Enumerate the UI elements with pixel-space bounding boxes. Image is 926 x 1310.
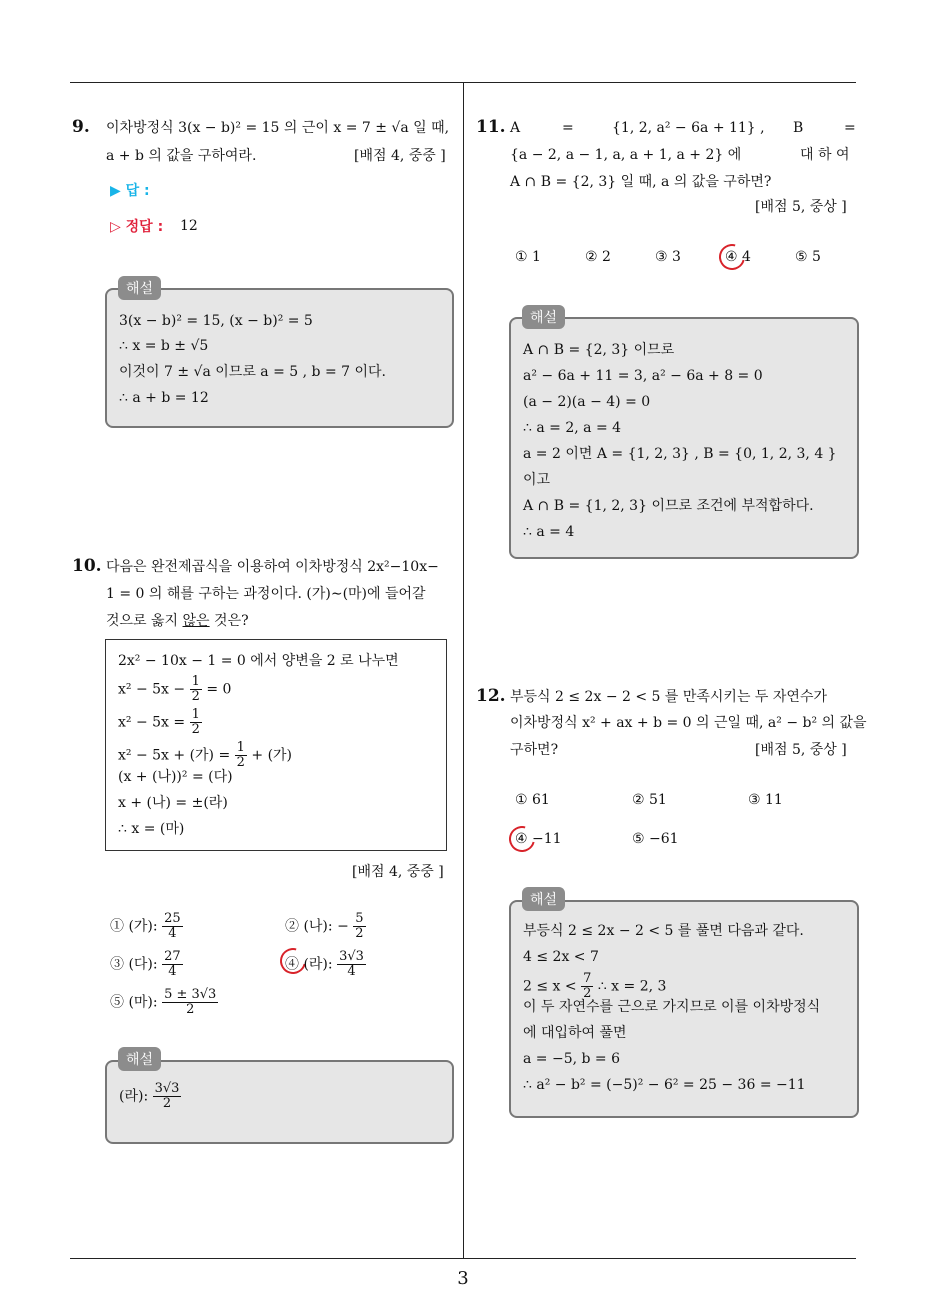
text-fragment: + (가)	[251, 747, 293, 764]
text-fragment: ∴ x = 2, 3	[597, 978, 667, 995]
option-5[interactable]: ⑤ 5	[795, 249, 821, 265]
derivation-line: x + (나) = ±(라)	[118, 795, 228, 811]
page-number: 3	[457, 1268, 469, 1289]
question-number: 11.	[476, 117, 506, 137]
denominator: 2	[191, 689, 200, 704]
question-text-line: 이차방정식 x² + ax + b = 0 의 근일 때, a² − b² 의 값을	[510, 715, 867, 731]
question-text-line: a + b 의 값을 구하여라.	[106, 148, 257, 164]
question-text-fragment: =	[562, 120, 574, 136]
derivation-line: (x + (나))² = (다)	[118, 769, 233, 785]
score-meta: [배점 4, 중중 ]	[354, 148, 446, 164]
denominator: 2	[162, 1096, 172, 1111]
solution-line: a² − 6a + 11 = 3, a² − 6a + 8 = 0	[523, 368, 763, 384]
text-fragment: x² − 5x + (가) =	[118, 747, 231, 764]
text-fragment: x² − 5x =	[118, 714, 186, 731]
solution-line: A ∩ B = {1, 2, 3} 이므로 조건에 부적합하다.	[523, 498, 814, 514]
solution-box	[509, 900, 859, 1118]
option-5[interactable]	[110, 988, 218, 1017]
score-meta: [배점 5, 중상 ]	[755, 742, 847, 758]
derivation-line	[118, 675, 231, 704]
answer-label: ▶ 답 :	[110, 183, 150, 199]
option-label: ① (가):	[110, 918, 158, 935]
question-text-line: 다음은 완전제곱식을 이용하여 이차방정식 2x²−10x−	[106, 559, 439, 575]
score-meta: [배점 4, 중중 ]	[352, 864, 444, 880]
text-fragment: 것은?	[209, 613, 249, 629]
option-2[interactable]: ② 2	[585, 249, 611, 265]
solution-line: a = −5, b = 6	[523, 1051, 621, 1067]
option-4[interactable]	[285, 950, 366, 979]
solution-line: ∴ a + b = 12	[119, 390, 209, 406]
option-label: ③ (다):	[110, 956, 158, 973]
derivation-box	[105, 639, 447, 851]
solution-line: 이고	[523, 472, 551, 488]
numerator: 1	[191, 707, 200, 722]
fraction	[162, 950, 183, 979]
question-text-line: A ∩ B = {2, 3} 일 때, a 의 값을 구하면?	[510, 174, 772, 190]
solution-box	[509, 317, 859, 559]
underlined-text: 않은	[182, 613, 210, 629]
question-text-line: 1 = 0 의 해를 구하는 과정이다. (가)∼(마)에 들어갈	[106, 586, 426, 602]
solution-line: A ∩ B = {2, 3} 이므로	[523, 342, 675, 358]
option-2[interactable]: ② 51	[632, 792, 667, 808]
solution-box	[105, 1060, 454, 1144]
option-1[interactable]: ① 61	[515, 792, 550, 808]
option-4[interactable]: ④ −11	[515, 831, 562, 847]
numerator: 25	[164, 911, 181, 926]
option-label: ④ (라):	[285, 956, 333, 973]
text-fragment: x² − 5x −	[118, 681, 186, 698]
solution-box	[105, 288, 454, 428]
solution-tag: 해설	[118, 1047, 161, 1071]
option-label: ② (나): −	[285, 918, 349, 935]
denominator: 4	[168, 964, 177, 979]
option-5[interactable]: ⑤ −61	[632, 831, 679, 847]
option-2[interactable]	[285, 912, 366, 941]
derivation-line	[118, 708, 202, 737]
option-3[interactable]	[110, 950, 183, 979]
option-4[interactable]: ④ 4	[725, 249, 751, 265]
solution-line: 이 두 자연수를 근으로 가지므로 이를 이차방정식	[523, 999, 821, 1015]
option-1[interactable]	[110, 912, 183, 941]
fraction	[190, 708, 202, 737]
numerator: 1	[236, 740, 245, 755]
solution-line: ∴ a = 4	[523, 524, 575, 540]
solution-tag: 해설	[118, 276, 161, 300]
solution-line	[119, 1082, 181, 1111]
question-number: 12.	[476, 686, 506, 706]
solution-line: (a − 2)(a − 4) = 0	[523, 394, 651, 410]
solution-line: ∴ a² − b² = (−5)² − 6² = 25 − 36 = −11	[523, 1077, 806, 1093]
fraction	[353, 912, 365, 941]
numerator: 5	[355, 911, 364, 926]
numerator: 3√3	[339, 949, 364, 964]
denominator: 4	[347, 964, 356, 979]
correct-answer-label: ▷ 정답 :	[110, 219, 164, 235]
text-fragment: = 0	[206, 681, 232, 698]
question-number: 9.	[72, 117, 90, 137]
option-label: ⑤ (마):	[110, 994, 158, 1011]
option-1[interactable]: ① 1	[515, 249, 541, 265]
question-text-line: 이차방정식 3(x − b)² = 15 의 근이 x = 7 ± √a 일 때,	[106, 120, 450, 136]
denominator: 2	[191, 722, 200, 737]
option-3[interactable]: ③ 3	[655, 249, 681, 265]
derivation-line: 2x² − 10x − 1 = 0 에서 양변을 2 로 나누면	[118, 653, 399, 669]
solution-line: 에 대입하여 풀면	[523, 1025, 627, 1041]
question-text-line: 구하면?	[510, 742, 559, 758]
question-text-line: 부등식 2 ≤ 2x − 2 < 5 를 만족시키는 두 자연수가	[510, 689, 828, 705]
denominator: 2	[583, 986, 592, 1001]
solution-line: a = 2 이면 A = {1, 2, 3} , B = {0, 1, 2, 3, 4 }	[523, 446, 837, 462]
question-text-fragment: 대 하 여	[800, 147, 850, 163]
score-meta: [배점 5, 중상 ]	[755, 199, 847, 215]
fraction	[162, 988, 218, 1017]
numerator: 1	[191, 674, 200, 689]
question-text-fragment: =	[844, 120, 856, 136]
text-fragment: (라):	[119, 1088, 149, 1105]
numerator: 5 ± 3√3	[164, 987, 217, 1002]
fraction	[235, 741, 247, 770]
question-text-fragment: {1, 2, a² − 6a + 11} ,	[612, 120, 765, 136]
solution-line: 4 ≤ 2x < 7	[523, 949, 599, 965]
fraction	[162, 912, 183, 941]
denominator: 2	[186, 1002, 195, 1017]
question-text-fragment: B	[793, 120, 804, 136]
correct-answer-value: 12	[180, 218, 198, 234]
text-fragment: 것으로 옳지	[106, 613, 183, 629]
question-text-fragment: A	[510, 120, 521, 136]
fraction	[190, 675, 202, 704]
question-number: 10.	[72, 556, 102, 576]
derivation-line: ∴ x = (마)	[118, 821, 185, 837]
solution-line: 이것이 7 ± √a 이므로 a = 5 , b = 7 이다.	[119, 364, 386, 380]
question-text-line	[106, 611, 249, 631]
column-divider	[463, 82, 464, 1259]
fraction	[153, 1082, 182, 1111]
denominator: 2	[236, 755, 245, 770]
numerator: 3√3	[154, 1081, 180, 1096]
question-text-line: {a − 2, a − 1, a, a + 1, a + 2} 에	[510, 147, 742, 163]
solution-line: 3(x − b)² = 15, (x − b)² = 5	[119, 313, 313, 329]
denominator: 4	[168, 926, 177, 941]
solution-line: ∴ x = b ± √5	[119, 338, 209, 354]
solution-line: 부등식 2 ≤ 2x − 2 < 5 를 풀면 다음과 같다.	[523, 923, 804, 939]
numerator: 7	[583, 971, 592, 986]
solution-tag: 해설	[522, 305, 565, 329]
solution-line: ∴ a = 2, a = 4	[523, 420, 622, 436]
text-fragment: 2 ≤ x <	[523, 978, 577, 995]
solution-tag: 해설	[522, 887, 565, 911]
numerator: 27	[164, 949, 181, 964]
option-3[interactable]: ③ 11	[748, 792, 783, 808]
denominator: 2	[355, 926, 364, 941]
fraction	[337, 950, 366, 979]
